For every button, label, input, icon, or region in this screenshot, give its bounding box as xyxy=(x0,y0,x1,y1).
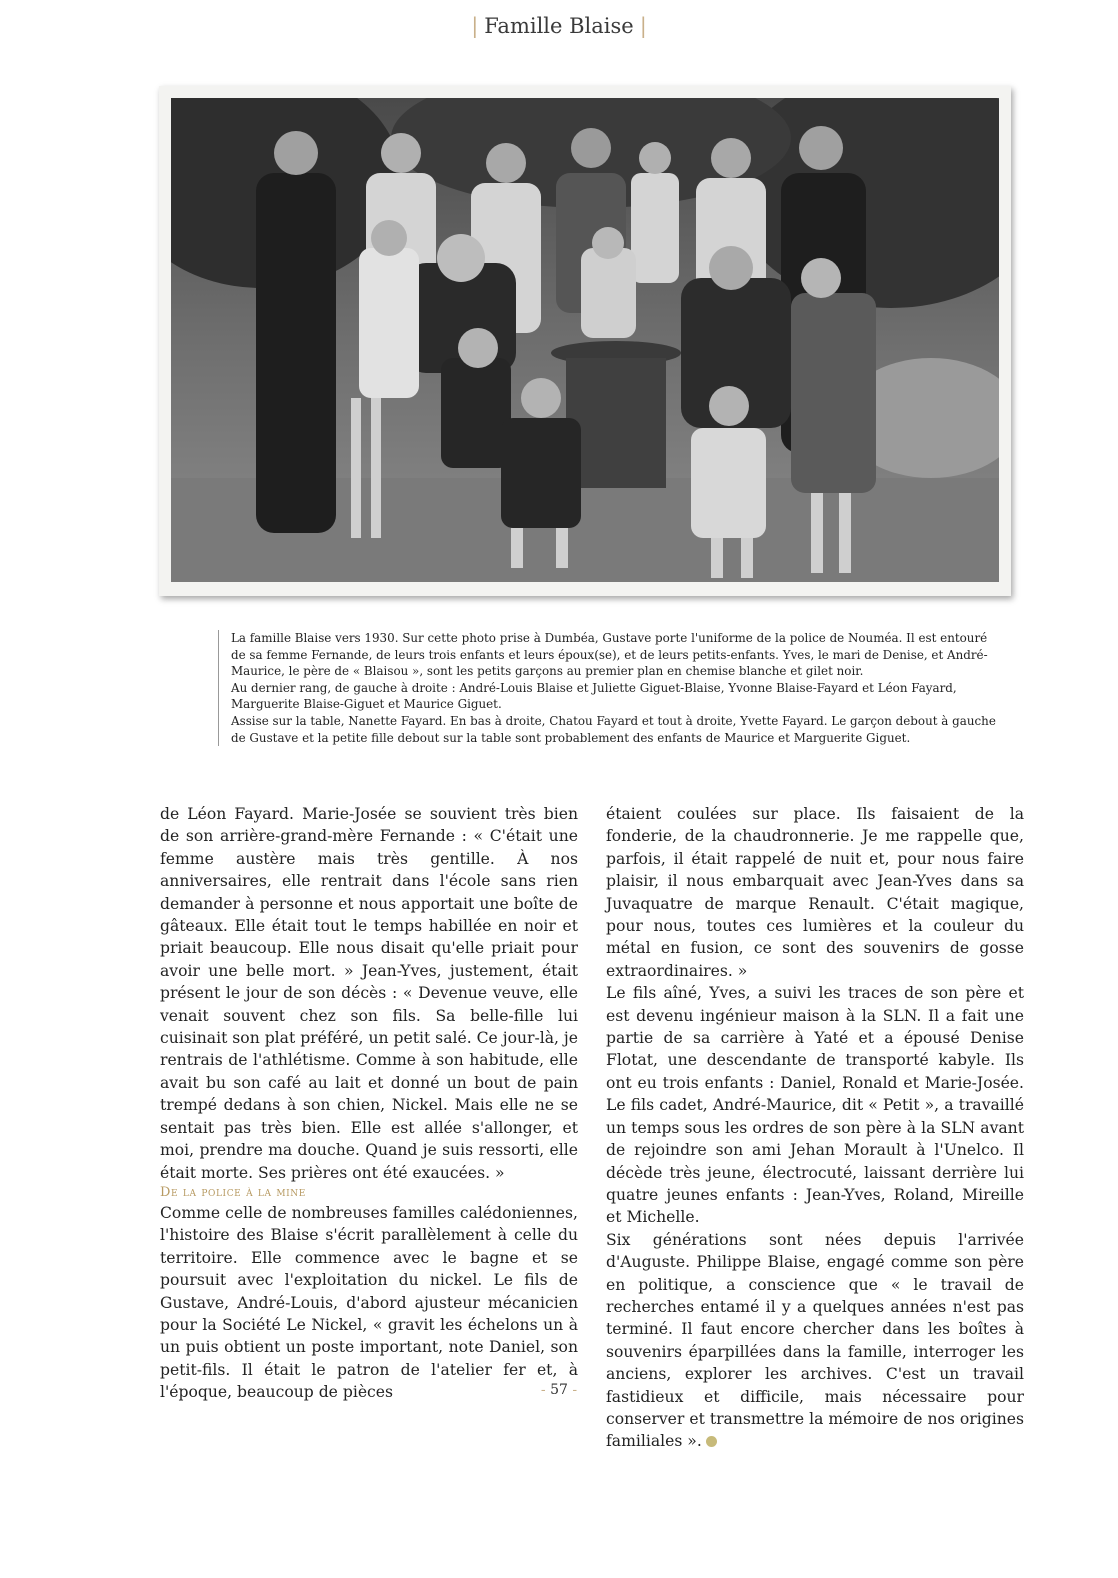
left-column xyxy=(160,803,578,1404)
body-paragraph: Le fils aîné, Yves, a suivi les traces de son père et est devenu ingénieur maison à la SLN. Il a fait une partie de sa carrière à Yaté et a épousé Denise Flotat, une descendante de transporté kabyle. Ils ont eu trois enfants : Daniel, Ronald et Marie-Josée. Le fils cadet, André-Maurice, dit « Petit », a travaillé un temps sous les ordres de son père à la SLN avant de rejoindre son ami Jehan Morault à l'Unelco. Il décède très jeune, électrocuté, laissant derrière lui quatre jeunes enfants : Jean-Yves, Roland, Mireille et Michelle. xyxy=(606,984,1024,1227)
caption-paragraph: Assise sur la table, Nanette Fayard. En bas à droite, Chatou Fayard et tout à droite, Yvette Fayard. Le garçon debout à gauche de Gustave et la petite fille debout sur la table sont probablement des enfants de Maurice et Marguerite Giguet. xyxy=(231,713,996,745)
caption-paragraph: Au dernier rang, de gauche à droite : André-Louis Blaise et Juliette Giguet-Blaise, Yvonne Blaise-Fayard et Léon Fayard, Marguerite Blaise-Giguet et Maurice Giguet. xyxy=(231,680,957,712)
caption-paragraph: La famille Blaise vers 1930. Sur cette photo prise à Dumbéa, Gustave porte l'uniforme de la police de Nouméa. Il est entouré de sa femme Fernande, de leurs trois enfants et leurs époux(se), et de leurs petits-enfants. Yves, le mari de Denise, et André-Maurice, le père de « Blaisou », sont les petits garçons au premier plan en chemise blanche et gilet noir. xyxy=(231,631,988,679)
running-head: | Famille Blaise | xyxy=(471,14,647,38)
body-paragraph xyxy=(606,1229,1024,1453)
right-column xyxy=(606,803,1024,1453)
page-footer: - 57 - xyxy=(540,1382,578,1398)
closing-text: Six générations sont nées depuis l'arrivée d'Auguste. Philippe Blaise, engagé comme son père en politique, a conscience que « le travail de recherches entamé il y a quelques années n'est pas terminé. Il faut encore chercher dans les boîtes à souvenirs éparpillées dans la famille, interroger les anciens, explorer les archives. C'est un travail fastidieux et difficile, mais nécessaire pour conserver et transmettre la mémoire de nos origines familiales ». xyxy=(606,1230,1024,1451)
page-title: Famille Blaise xyxy=(484,14,634,38)
body-paragraph: de Léon Fayard. Marie-Josée se souvient très bien de son arrière-grand-mère Fernande : « C'était une femme austère mais très gentille. À nos anniversaires, elle rentrait dans l'école sans rien demander à personne et nous apportait une boîte de gâteaux. Elle était tout le temps habillée en noir et priait beaucoup. Elle nous disait qu'elle priait pour avoir une belle mort. » Jean-Yves, justement, était présent le jour de son décès : « Devenue veuve, elle venait souvent chez son fils. Sa belle-fille lui cuisinait son plat préféré, un petit salé. Ce jour-là, je rentrais de l'athlétisme. Comme à son habitude, elle avait bu son café au lait et donné un bout de pain trempé dedans à son chien, Nickel. Mais elle ne se sentait pas très bien. Elle est allée s'allonger, et moi, prendre ma douche. Quand je suis ressorti, elle était morte. Ses prières ont été exaucées. » xyxy=(160,805,578,1182)
body-paragraph: étaient coulées sur place. Ils faisaient de la fonderie, de la chaudronnerie. Je me rappelle que, parfois, il était rappelé de nuit et, pour nous faire plaisir, il nous embarquait avec Jean-Yves dans sa Juvaquatre de marque Renault. C'était magique, pour nous, toutes ces lumières et la couleur du métal en fusion, ce sont des souvenirs de gosse extraordinaires. » xyxy=(606,805,1024,980)
photo-caption xyxy=(218,630,1001,746)
family-photo xyxy=(171,98,999,582)
end-of-article-dot xyxy=(706,1436,717,1447)
page-number: 57 xyxy=(550,1382,568,1398)
section-heading: De la police à la mine xyxy=(160,1184,306,1200)
body-paragraph: Comme celle de nombreuses familles calédoniennes, l'histoire des Blaise s'écrit parallèlement à celle du territoire. Elle commence avec le bagne et se poursuit avec l'exploitation du nickel. Le fils de Gustave, André-Louis, d'abord ajusteur mécanicien pour la Société Le Nickel, « gravit les échelons un à un puis obtient un poste important, note Daniel, son petit-fils. Il était le patron de l'atelier fer et, à l'époque, beaucoup de pièces xyxy=(160,1203,578,1402)
family-photo-frame xyxy=(159,86,1011,596)
